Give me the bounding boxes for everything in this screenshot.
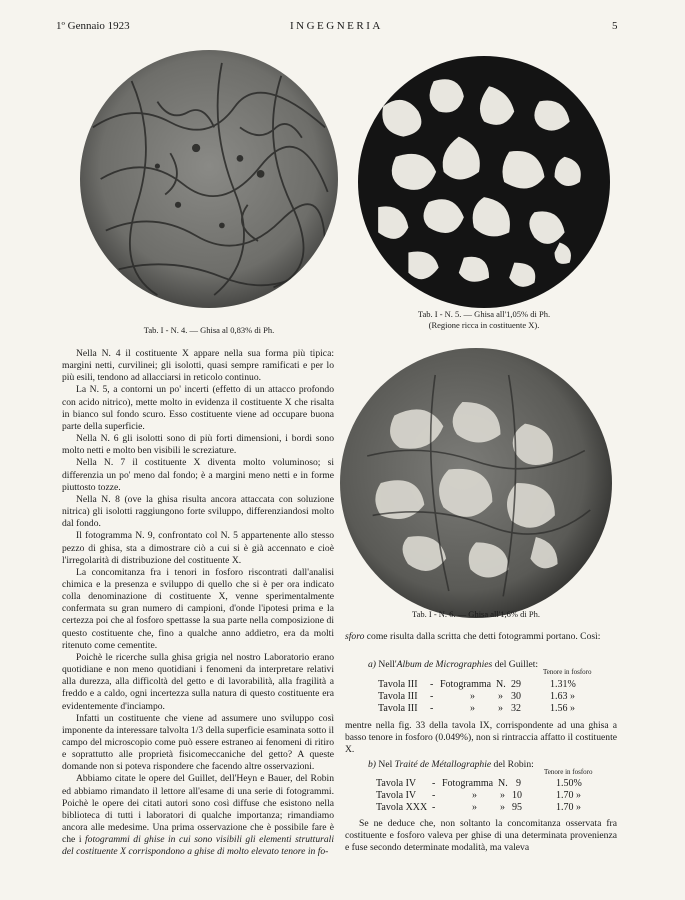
- item-a-prefix: a): [368, 659, 376, 670]
- item-b-text2: del Robin:: [493, 759, 534, 770]
- cell-tavola: Tavola III: [378, 703, 418, 714]
- paragraph-10-italic: fotogrammi di ghise in cui sono visibili gli elementi strutturali del costituente X corrispondono a ghise di molto elevato tenore in fo-: [62, 834, 334, 858]
- cell-tavola: Tavola III: [378, 679, 418, 690]
- header-page-number: 5: [612, 20, 618, 32]
- cell-num: 32: [511, 703, 521, 714]
- right-end-text: [345, 818, 617, 854]
- cell-n: N.: [496, 679, 506, 690]
- paragraph-1: Nella N. 4 il costituente X appare nella sua forma più tipica: margini netti, curvilinei; gli isolotti, quasi sempre ramificati e per lo più esili, tendono ad allacciarsi in reticolo continuo.: [62, 348, 334, 384]
- cell-foto: »: [470, 691, 475, 702]
- paragraph-10: [62, 773, 334, 858]
- caption-fig5-line2: (Regione ricca in costituente X).: [428, 320, 540, 330]
- caption-fig5-line1: Tab. I - N. 5. — Ghisa all'1,05% di Ph.: [417, 309, 551, 319]
- cell-foto: »: [472, 790, 477, 801]
- cell-tavola: Tavola XXX: [376, 802, 428, 813]
- cell-sep: -: [430, 703, 434, 714]
- table-guillet-header: Tenore in fosforo: [543, 668, 592, 676]
- left-column: [62, 348, 334, 859]
- cell-sep: -: [432, 802, 436, 813]
- item-a-text1: Nell': [378, 659, 397, 670]
- cell-num: 29: [511, 679, 521, 690]
- right-intro-italic: sforo: [345, 631, 365, 642]
- cell-sep: -: [432, 778, 436, 789]
- cell-n: »: [498, 691, 503, 702]
- cell-sep: -: [432, 790, 436, 801]
- cell-tavola: Tavola III: [378, 691, 418, 702]
- cell-val: 1.31%: [550, 679, 576, 690]
- item-b-italic: Traité de Métallographie: [394, 759, 492, 770]
- micrograph-fig6: [340, 348, 612, 618]
- paragraph-3: Nella N. 6 gli isolotti sono di più forti dimensioni, i bordi sono molto netti e molto ben visibili le screziature.: [62, 433, 334, 457]
- cell-sep: -: [430, 691, 434, 702]
- right-column: [345, 631, 617, 643]
- cell-sep: -: [430, 679, 434, 690]
- cell-foto: »: [472, 802, 477, 813]
- table-guillet: [378, 668, 618, 716]
- cell-n: N.: [498, 778, 508, 789]
- cell-num: 30: [511, 691, 521, 702]
- caption-fig5: [358, 309, 610, 331]
- right-mid-text: [345, 720, 617, 756]
- cell-val: 1.70 »: [556, 790, 581, 801]
- paragraph-8: Poichè le ricerche sulla ghisa grigia nel nostro Laboratorio erano quotidiane e non meno quotidiani i fenomeni da interpretare relativi alla durezza, alla difficoltà del getto e di lavorabilità, alla fragilità a freddo e a caldo, ogni incertezza sulla natura di questo costituente era evidentemente d'inciampo.: [62, 651, 334, 712]
- header-journal-title: INGEGNERIA: [290, 20, 383, 32]
- paragraph-7: La concomitanza fra i tenori in fosforo riscontrati dall'analisi chimica e la presenza e sviluppo di quello che si è per ora indicato colla denominazione di costituente X, venne sperimentalmente confermata su gran numero di campioni, d'onde l'ipotesi prima e la certezza poi che al fosforo spettasse la sua parte nella composizione di questo costituente che, fino a qualche anno addietro, era da molti ritenuto come cementite.: [62, 566, 334, 651]
- cell-val: 1.56 »: [550, 703, 575, 714]
- table-robin: [376, 768, 616, 812]
- cell-foto: Fotogramma: [440, 679, 492, 690]
- cell-n: »: [500, 802, 505, 813]
- cell-foto: Fotogramma: [442, 778, 494, 789]
- item-a-italic: Album de Micrographies: [396, 659, 493, 670]
- cell-n: »: [498, 703, 503, 714]
- header-date: 1º Gennaio 1923: [56, 20, 130, 32]
- caption-fig4: Tab. I - N. 4. — Ghisa al 0,83% di Ph.: [143, 325, 275, 335]
- item-a-text2: del Guillet:: [494, 659, 539, 670]
- item-b-prefix: b): [368, 759, 376, 770]
- cell-tavola: Tavola IV: [376, 790, 417, 801]
- cell-val: 1.50%: [556, 778, 582, 789]
- right-intro: [345, 631, 617, 643]
- cell-num: 9: [516, 778, 521, 789]
- paragraph-4: Nella N. 7 il costituente X diventa molto voluminoso; si differenzia un po' meno dal fondo; è a margini meno netti e in forme piuttosto tozze.: [62, 457, 334, 493]
- mid-paragraph: mentre nella fig. 33 della tavola IX, corrispondente ad una ghisa a basso tenore in fosforo (0.049%), non si rintraccia affatto il costituente X.: [345, 720, 617, 756]
- paragraph-9: Infatti un costituente che viene ad assumere uno sviluppo così imponente da interessare talvolta 1/3 della superficie esaminata sotto il campo del microscopio come può essere estraneo ai fenomeni di ritiro e soprattutto alle proprietà fisicomeccaniche del getto? A queste domande non si poteva rispondere che facendo altre osservazioni.: [62, 712, 334, 773]
- page-header: [0, 20, 685, 36]
- table-robin-header: Tenore in fosforo: [544, 768, 593, 776]
- cell-num: 10: [512, 790, 522, 801]
- micrograph-fig5: [358, 56, 610, 308]
- caption-fig6: Tab. I - N. 6. — Ghisa all'1,6% di Ph.: [412, 609, 540, 619]
- cell-num: 95: [512, 802, 522, 813]
- cell-n: »: [500, 790, 505, 801]
- paragraph-2: La N. 5, a contorni un po' incerti (effetto di un attacco profondo con acido nitrico), mette molto in evidenza il costituente X che risalta in bianco sul fondo scuro. Esso costituente viene ad occupare buona parte della superficie.: [62, 384, 334, 432]
- end-paragraph: Se ne deduce che, non soltanto la concomitanza osservata fra costituente e fosforo valeva per ghise di una determinata provenienza e fuse secondo determinate modalità, ma valeva: [345, 818, 617, 854]
- micrograph-fig4: [80, 50, 338, 308]
- cell-foto: »: [470, 703, 475, 714]
- item-b-text1: Nel: [378, 759, 393, 770]
- cell-val: 1.63 »: [550, 691, 575, 702]
- paragraph-6: Il fotogramma N. 9, confrontato col N. 5 appartenente allo stesso pezzo di ghisa, sta a dimostrare ciò a cui si è già accennato e cioè l'irregolarità di distribuzione del costituente X.: [62, 530, 334, 566]
- cell-tavola: Tavola IV: [376, 778, 417, 789]
- paragraph-5: Nella N. 8 (ove la ghisa risulta ancora attaccata con soluzione nitrica) gli isolotti raggiungono forte sviluppo, differenziandosi molto dal fondo.: [62, 493, 334, 530]
- cell-val: 1.70 »: [556, 802, 581, 813]
- paragraph-10-text: Abbiamo citate le opere del Guillet, dell'Heyn e Bauer, del Robin ed abbiamo rimandato il lettore all'esame di una serie di fotogrammi. Poichè le opere dei citati autori sono così diffuse che esistono nella biblioteca di tutti i laboratori di qualche importanza; rimandiamo ancora alle medesime. Una prima osservazione che è possibile fare è che i: [62, 773, 334, 846]
- right-intro-rest: come risulta dalla scritta che detti fotogrammi portano. Così:: [366, 631, 601, 642]
